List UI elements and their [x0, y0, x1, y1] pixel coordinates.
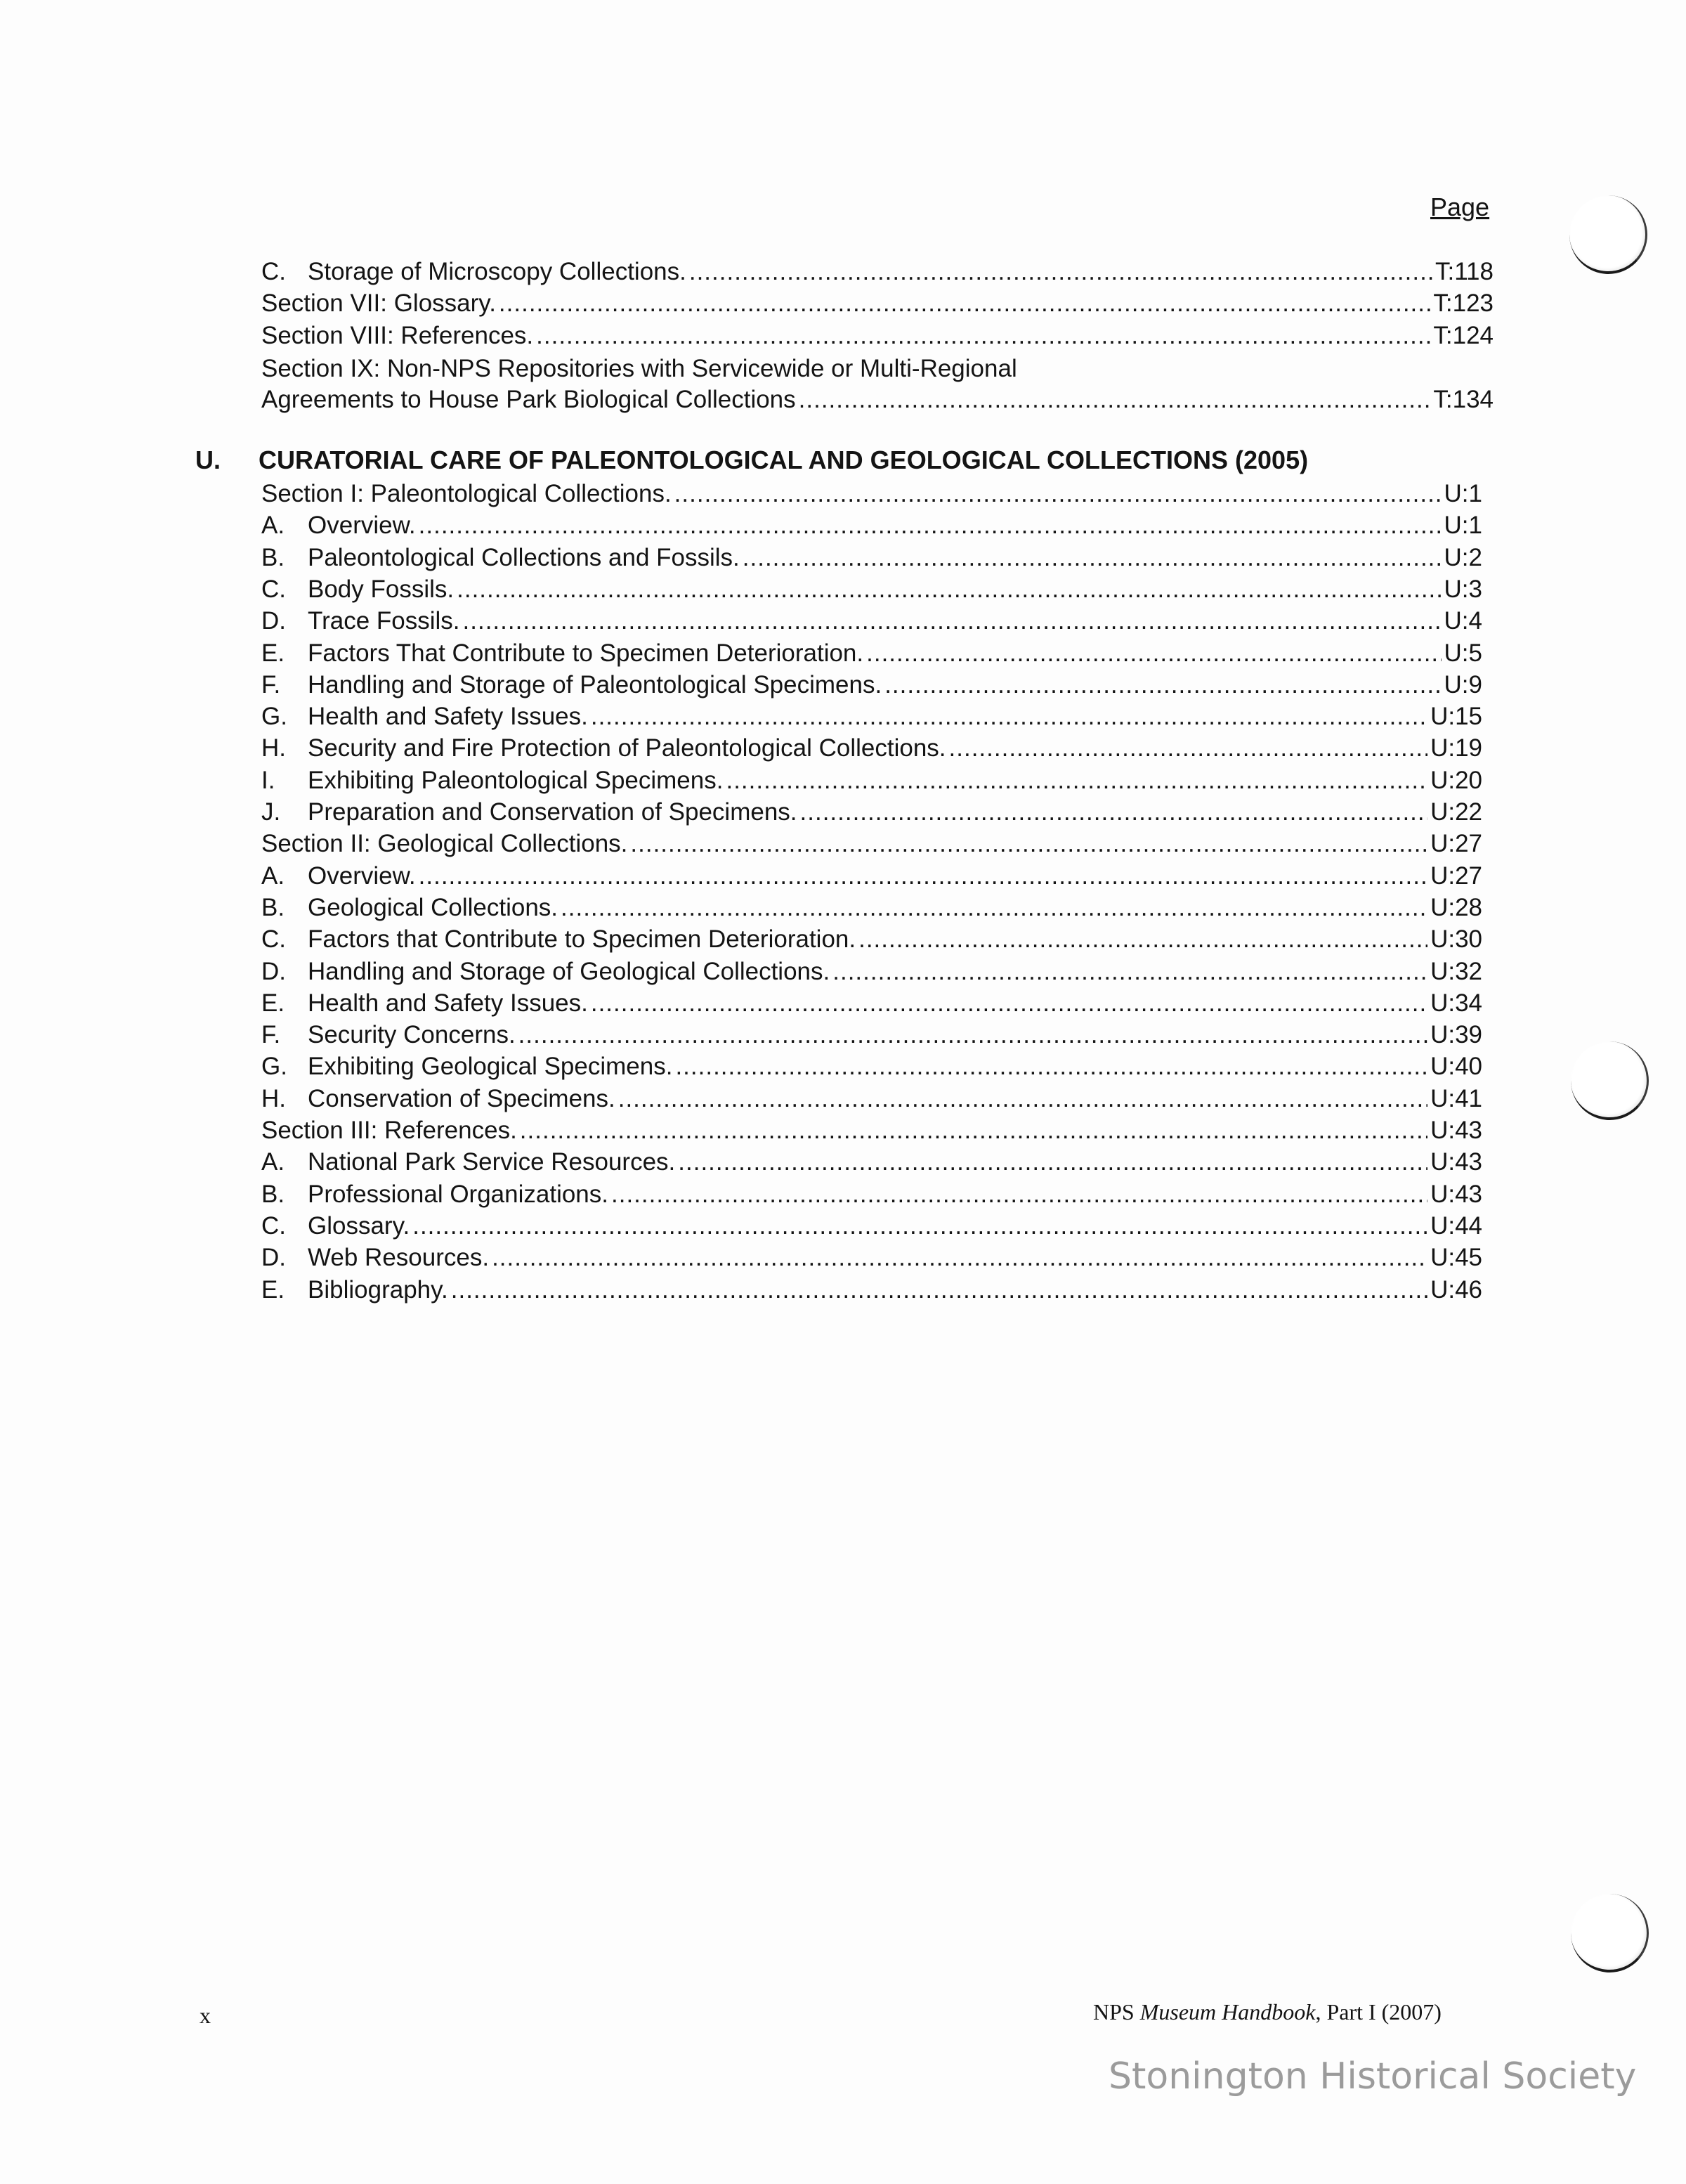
dot-leader [591, 701, 1427, 732]
entry-letter: G. [261, 1053, 287, 1080]
entry-page: U:44 [1430, 1212, 1482, 1240]
entry-letter: G. [261, 703, 287, 730]
entry-letter: C. [261, 925, 286, 953]
entry-page: U:32 [1430, 958, 1482, 985]
dot-leader [884, 669, 1441, 701]
entry-title: Exhibiting Geological Specimens. [308, 1053, 673, 1080]
entry-page: U:39 [1430, 1021, 1482, 1048]
watermark: Stonington Historical Society [1109, 2055, 1637, 2098]
entry-title: Preparation and Conservation of Specimens. [308, 798, 797, 826]
dot-leader [866, 637, 1441, 669]
entry-page: U:40 [1430, 1053, 1482, 1080]
dot-leader [800, 796, 1428, 828]
toc-entry[interactable] [261, 956, 1482, 987]
folio: x [200, 2003, 211, 2028]
toc-entry[interactable] [261, 1051, 1482, 1082]
entry-letter: F. [261, 671, 281, 698]
toc-entry[interactable] [261, 320, 1494, 351]
toc-entry[interactable] [261, 765, 1482, 796]
entry-page: U:27 [1430, 862, 1482, 890]
entry-letter: B. [261, 544, 285, 571]
page-column-header: Page [1430, 193, 1490, 221]
toc-entry[interactable] [261, 669, 1482, 701]
toc-entry[interactable] [261, 287, 1494, 319]
entry-title: Factors That Contribute to Specimen Deterioration. [308, 639, 864, 667]
dot-leader [611, 1178, 1427, 1210]
toc-entry[interactable] [261, 637, 1482, 669]
entry-title: Health and Safety Issues. [308, 989, 588, 1017]
entry-page: U:27 [1430, 830, 1482, 857]
dot-leader [799, 384, 1431, 415]
entry-page: U:34 [1430, 989, 1482, 1017]
toc-entry[interactable] [261, 828, 1482, 859]
running-footer [1093, 1999, 1442, 2025]
entry-title: Section I: Paleontological Collections. [261, 480, 672, 507]
dot-leader [492, 1242, 1427, 1273]
entry-page: T:134 [1433, 386, 1494, 413]
dot-leader [675, 1051, 1427, 1082]
toc-entry[interactable] [261, 509, 1482, 541]
binder-hole [1571, 1894, 1649, 1972]
entry-page: U:43 [1430, 1148, 1482, 1176]
toc-entry[interactable] [261, 923, 1482, 955]
binder-hole [1569, 195, 1647, 274]
entry-title: Section VII: Glossary. [261, 290, 496, 317]
toc-entry[interactable] [261, 1274, 1482, 1306]
entry-letter: D. [261, 958, 286, 985]
dot-leader [591, 987, 1427, 1019]
entry-letter: B. [261, 894, 285, 921]
entry-letter: C. [261, 576, 286, 603]
dot-leader [518, 1019, 1427, 1051]
entry-page: U:4 [1444, 607, 1482, 635]
footer-suffix: , Part I (2007) [1315, 1999, 1442, 2024]
dot-leader [832, 956, 1427, 987]
toc-entry[interactable] [261, 1210, 1482, 1242]
toc-entry[interactable] [261, 1146, 1482, 1178]
entry-page: U:28 [1430, 894, 1482, 921]
dot-leader [419, 860, 1427, 892]
entry-title: Health and Safety Issues. [308, 703, 588, 730]
toc-entry-wrapped-line: Section IX: Non-NPS Repositories with Servicewide or Multi-Regional [261, 355, 1017, 382]
entry-page: U:30 [1430, 925, 1482, 953]
entry-letter: A. [261, 862, 285, 890]
toc-entry[interactable] [261, 1242, 1482, 1273]
toc-entry[interactable] [261, 732, 1482, 764]
dot-leader [451, 1274, 1427, 1306]
dot-leader [689, 256, 1432, 287]
entry-page: U:43 [1430, 1117, 1482, 1144]
dot-leader [419, 509, 1442, 541]
toc-entry[interactable] [261, 605, 1482, 637]
chapter-title: CURATORIAL CARE OF PALEONTOLOGICAL AND GEOLOGICAL COLLECTIONS (2005) [259, 446, 1309, 474]
dot-leader [743, 542, 1442, 573]
entry-title: Conservation of Specimens. [308, 1085, 615, 1112]
entry-title: Security and Fire Protection of Paleontological Collections. [308, 734, 946, 762]
entry-title: Geological Collections. [308, 894, 558, 921]
entry-letter: A. [261, 512, 285, 539]
toc-entry[interactable] [261, 542, 1482, 573]
toc-entry[interactable] [261, 987, 1482, 1019]
entry-page: U:41 [1430, 1085, 1482, 1112]
toc-entry[interactable] [261, 256, 1494, 287]
entry-letter: F. [261, 1021, 281, 1048]
entry-letter: B. [261, 1181, 285, 1208]
entry-letter: J. [261, 798, 281, 826]
entry-title: Section VIII: References. [261, 322, 534, 349]
entry-page: U:46 [1430, 1276, 1482, 1304]
dot-leader [520, 1114, 1427, 1146]
toc-entry[interactable] [261, 1083, 1482, 1114]
entry-title: Professional Organizations. [308, 1181, 608, 1208]
entry-page: U:19 [1430, 734, 1482, 762]
entry-page: U:3 [1444, 576, 1482, 603]
entry-letter: D. [261, 607, 286, 635]
entry-page: U:45 [1430, 1244, 1482, 1271]
entry-letter: H. [261, 1085, 286, 1112]
entry-page: U:1 [1444, 512, 1482, 539]
entry-letter: C. [261, 258, 286, 285]
entry-title: Glossary. [308, 1212, 410, 1240]
binder-hole [1571, 1041, 1649, 1120]
toc-entry[interactable] [261, 1178, 1482, 1210]
entry-title: National Park Service Resources. [308, 1148, 676, 1176]
entry-page: T:124 [1433, 322, 1494, 349]
dot-leader [678, 1146, 1427, 1178]
entry-letter: E. [261, 989, 285, 1017]
entry-page: U:22 [1430, 798, 1482, 826]
dot-leader [949, 732, 1428, 764]
footer-title: Museum Handbook [1139, 1999, 1316, 2024]
toc-entry[interactable] [261, 1019, 1482, 1051]
entry-title: Body Fossils. [308, 576, 455, 603]
entry-title: Agreements to House Park Biological Collections [261, 386, 796, 413]
entry-title: Handling and Storage of Paleontological Specimens. [308, 671, 882, 698]
entry-page: T:123 [1433, 290, 1494, 317]
toc-entry[interactable] [261, 892, 1482, 923]
toc-entry[interactable] [261, 1114, 1482, 1146]
dot-leader [463, 605, 1442, 637]
entry-page: U:2 [1444, 544, 1482, 571]
entry-page: U:20 [1430, 767, 1482, 794]
entry-title: Overview. [308, 862, 416, 890]
entry-letter: E. [261, 639, 285, 667]
entry-letter: E. [261, 1276, 285, 1304]
toc-entry[interactable] [261, 796, 1482, 828]
footer-prefix: NPS [1093, 1999, 1140, 2024]
entry-page: U:5 [1444, 639, 1482, 667]
entry-title: Handling and Storage of Geological Collections. [308, 958, 830, 985]
entry-title: Security Concerns. [308, 1021, 516, 1048]
chapter-letter: U. [195, 446, 221, 474]
dot-leader [674, 478, 1442, 509]
entry-title: Factors that Contribute to Specimen Deterioration. [308, 925, 856, 953]
entry-letter: H. [261, 734, 286, 762]
entry-page: U:15 [1430, 703, 1482, 730]
dot-leader [726, 765, 1427, 796]
entry-page: U:43 [1430, 1181, 1482, 1208]
toc-entry[interactable] [261, 860, 1482, 892]
dot-leader [499, 287, 1430, 319]
entry-page: U:9 [1444, 671, 1482, 698]
entry-page: U:1 [1444, 480, 1482, 507]
toc-entry[interactable] [261, 478, 1482, 509]
entry-letter: C. [261, 1212, 286, 1240]
dot-leader [630, 828, 1427, 859]
entry-title: Section III: References. [261, 1117, 517, 1144]
entry-letter: D. [261, 1244, 286, 1271]
entry-title: Web Resources. [308, 1244, 490, 1271]
entry-letter: A. [261, 1148, 285, 1176]
entry-title: Bibliography. [308, 1276, 448, 1304]
entry-title: Paleontological Collections and Fossils. [308, 544, 740, 571]
entry-title: Storage of Microscopy Collections. [308, 258, 686, 285]
toc-entry[interactable] [261, 384, 1494, 415]
dot-leader [858, 923, 1427, 955]
dot-leader [412, 1210, 1427, 1242]
dot-leader [536, 320, 1430, 351]
dot-leader [561, 892, 1427, 923]
toc-entry[interactable] [261, 573, 1482, 605]
dot-leader [457, 573, 1441, 605]
entry-title: Exhibiting Paleontological Specimens. [308, 767, 724, 794]
toc-entry[interactable] [261, 701, 1482, 732]
entry-title: Trace Fossils. [308, 607, 460, 635]
entry-page: T:118 [1435, 258, 1494, 285]
entry-letter: I. [261, 767, 275, 794]
entry-title: Section II: Geological Collections. [261, 830, 628, 857]
dot-leader [618, 1083, 1427, 1114]
entry-title: Overview. [308, 512, 416, 539]
